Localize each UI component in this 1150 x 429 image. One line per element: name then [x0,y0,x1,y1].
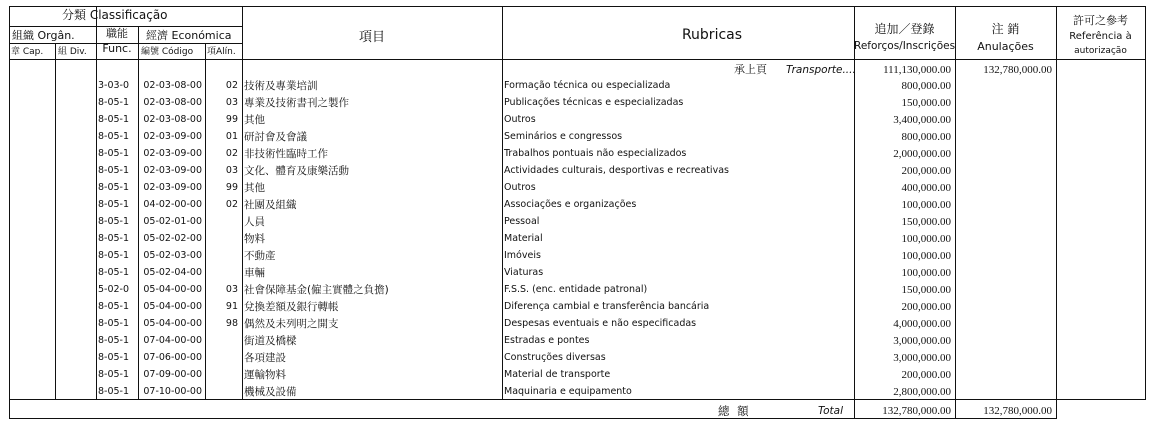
row-codigo: 07-04-00-00 [143,335,202,346]
row-codigo: 02-03-08-00 [143,114,202,125]
row-codigo: 02-03-08-00 [143,80,202,91]
header-reforcos-pt: Reforços/Inscrições [854,40,956,52]
row-alinea: 01 [225,131,238,142]
row-rubrica: Outros [504,114,536,125]
row-item: 各項建設 [244,352,286,364]
row-item: 街道及橋樑 [244,335,297,347]
row-funcional: 8-05-1 [98,335,130,346]
row-codigo: 05-02-02-00 [143,233,202,244]
row-rubrica: Associações e organizações [504,199,637,210]
row-item: 社會保障基金(僱主實體之負擔) [244,284,389,296]
header-reforcos-cn: 追加／登錄 [874,22,935,36]
header-capitulo: 章 Cap. [11,47,44,57]
col-line-cap [55,43,56,399]
row-rubrica: Estradas e pontes [504,335,590,346]
col-line-anulacoes [1056,6,1057,419]
row-funcional: 5-02-0 [98,284,130,295]
header-anulacoes-pt: Anulações [977,40,1034,53]
row-reforco: 200,000.00 [901,165,951,177]
row-rubrica: Maquinaria e equipamento [504,386,632,397]
row-reforco: 200,000.00 [901,369,951,381]
header-codigo: 編號 Código [141,47,194,57]
col-line-org [96,6,97,399]
header-rubricas: Rubricas [681,27,743,43]
row-funcional: 3-03-0 [98,80,130,91]
row-rubrica: Pessoal [504,216,540,227]
row-alinea: 02 [225,199,238,210]
row-item: 物料 [244,233,265,245]
row-reforco: 100,000.00 [901,233,951,245]
col-line-reforcos [955,6,956,419]
row-funcional: 8-05-1 [98,131,130,142]
row-reforco: 400,000.00 [901,182,951,194]
row-item: 偶然及未列明之開支 [244,318,339,330]
transporte-reforcos: 111,130,000.00 [883,64,951,76]
row-rubrica: F.S.S. (enc. entidade patronal) [504,284,648,295]
row-item: 研討會及會議 [244,131,307,143]
total-anulacoes: 132,780,000.00 [983,405,1052,417]
row-codigo: 07-06-00-00 [143,352,202,363]
row-alinea: 99 [225,114,238,125]
col-line-econ [242,6,243,399]
row-item: 人員 [244,216,265,228]
header-alinea: 項Alín. [207,47,236,57]
row-reforco: 3,000,000.00 [893,335,951,347]
row-funcional: 8-05-1 [98,97,130,108]
col-line-func [138,26,139,399]
row-funcional: 8-05-1 [98,165,130,176]
row-codigo: 04-02-00-00 [143,199,202,210]
header-classificacao: 分類 Classificação [62,8,168,22]
transporte-label-pt: Transporte.... [786,64,856,76]
row-codigo: 07-10-00-00 [143,386,202,397]
header-economica: 經濟 Económica [146,29,232,42]
row-reforco: 150,000.00 [901,284,951,296]
row-funcional: 8-05-1 [98,301,130,312]
row-reforco: 4,000,000.00 [893,318,951,330]
row-item: 兌換差額及銀行轉帳 [244,301,339,313]
total-label-cn: 總 額 [718,404,751,418]
row-reforco: 800,000.00 [901,131,951,143]
row-item: 文化、體育及康樂活動 [244,165,349,177]
row-funcional: 8-05-1 [98,318,130,329]
row-funcional: 8-05-1 [98,182,130,193]
border-left [9,6,10,419]
header-funcional-cn: 職能 [106,27,128,40]
header-referencia-pt-1: Referência à [1069,31,1132,42]
row-funcional: 8-05-1 [98,233,130,244]
row-alinea: 03 [225,165,238,176]
header-funcional-pt: Func. [102,42,132,55]
row-rubrica: Material [504,233,543,244]
row-funcional: 8-05-1 [98,148,130,159]
row-item: 車輛 [244,267,265,279]
row-item: 不動產 [244,250,276,262]
row-codigo: 02-03-08-00 [143,97,202,108]
row-alinea: 03 [225,284,238,295]
border-right [1145,6,1146,399]
header-bottom-line [9,59,1146,60]
row-codigo: 05-02-01-00 [143,216,202,227]
row-rubrica: Material de transporte [504,369,611,380]
row-rubrica: Publicações técnicas e especializadas [504,97,684,108]
row-alinea: 91 [225,301,238,312]
row-codigo: 05-02-04-00 [143,267,202,278]
row-alinea: 03 [225,97,238,108]
row-codigo: 02-03-09-00 [143,148,202,159]
row-reforco: 800,000.00 [901,80,951,92]
row-codigo: 07-09-00-00 [143,369,202,380]
header-anulacoes-cn: 注 銷 [991,22,1020,36]
row-reforco: 2,800,000.00 [893,386,951,398]
row-rubrica: Viaturas [504,267,544,278]
row-alinea: 98 [225,318,238,329]
row-codigo: 02-03-09-00 [143,131,202,142]
row-rubrica: Formação técnica ou especializada [504,80,671,91]
header-organica: 組織 Orgân. [12,29,75,42]
row-reforco: 3,400,000.00 [893,114,951,126]
row-alinea: 02 [225,80,238,91]
row-funcional: 8-05-1 [98,216,130,227]
row-item: 其他 [244,182,265,194]
header-referencia-pt-2: autorização [1074,46,1127,56]
row-reforco: 3,000,000.00 [893,352,951,364]
row-alinea: 99 [225,182,238,193]
row-codigo: 05-04-00-00 [143,318,202,329]
transporte-anulacoes: 132,780,000.00 [983,64,1052,76]
row-item: 運輸物料 [244,369,286,381]
row-funcional: 8-05-1 [98,250,130,261]
row-rubrica: Despesas eventuais e não especificadas [504,318,697,329]
row-rubrica: Imóveis [504,250,541,261]
row-item: 技術及專業培訓 [244,80,318,92]
header-divisao: 組 Div. [58,47,87,57]
row-codigo: 05-02-03-00 [143,250,202,261]
row-funcional: 8-05-1 [98,199,130,210]
transporte-label-cn: 承上頁 [734,63,767,76]
row-rubrica: Diferença cambial e transferência bancária [504,301,710,312]
row-funcional: 8-05-1 [98,352,130,363]
row-rubrica: Outros [504,182,536,193]
row-rubrica: Seminários e congressos [504,131,623,142]
row-reforco: 100,000.00 [901,250,951,262]
row-reforco: 200,000.00 [901,301,951,313]
row-codigo: 02-03-09-00 [143,165,202,176]
header-referencia-cn: 許可之參考 [1073,14,1128,27]
row-reforco: 100,000.00 [901,199,951,211]
col-line-items [502,6,503,399]
total-label-pt: Total [818,405,844,417]
row-item: 社團及組織 [244,199,297,211]
header-itens: 項目 [358,30,385,45]
row-item: 其他 [244,114,265,126]
row-codigo: 02-03-09-00 [143,182,202,193]
row-funcional: 8-05-1 [98,267,130,278]
row-rubrica: Actividades culturais, desportivas e recreativas [504,165,729,176]
row-reforco: 150,000.00 [901,216,951,228]
border-top [9,6,1146,7]
row-alinea: 02 [225,148,238,159]
row-codigo: 05-04-00-00 [143,284,202,295]
total-reforcos: 132,780,000.00 [882,405,951,417]
row-rubrica: Construções diversas [504,352,606,363]
row-item: 專業及技術書刊之製作 [244,97,349,109]
row-reforco: 100,000.00 [901,267,951,279]
row-item: 機械及設備 [244,386,297,398]
row-rubrica: Trabalhos pontuais não especializados [504,148,687,159]
row-funcional: 8-05-1 [98,369,130,380]
row-reforco: 150,000.00 [901,97,951,109]
row-funcional: 8-05-1 [98,386,130,397]
row-codigo: 05-04-00-00 [143,301,202,312]
row-reforco: 2,000,000.00 [893,148,951,160]
row-funcional: 8-05-1 [98,114,130,125]
row-item: 非技術性臨時工作 [244,148,328,160]
